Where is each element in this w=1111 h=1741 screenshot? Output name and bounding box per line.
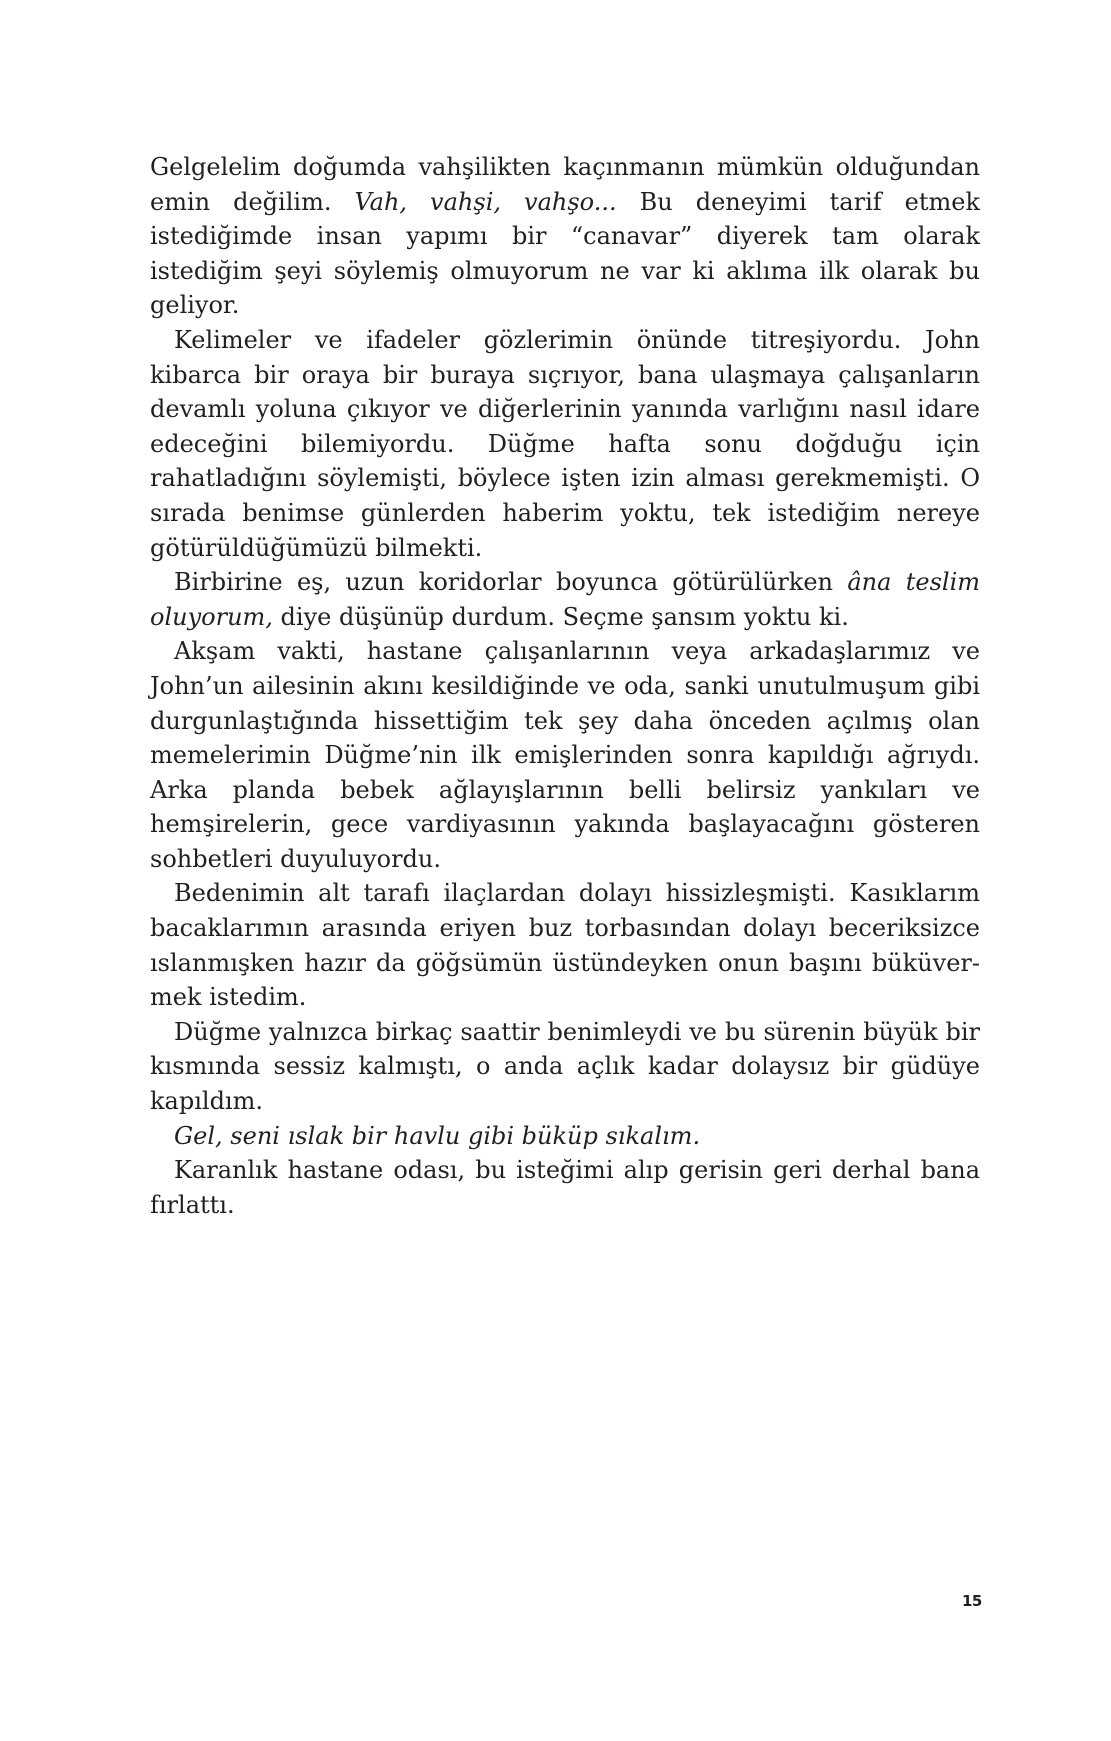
paragraph-6 [150,1015,980,1119]
paragraph-5 [150,876,980,1014]
paragraph-8 [150,1153,980,1222]
page-number: 15 [962,1592,982,1610]
paragraph-1-text-a: Gelgelelim doğumda vahşilikten kaçınmanın mümkün olduğundan emin değilim. [150,153,980,216]
paragraph-8-text: Karanlık hastane odası, bu isteğimi alıp gerisin geri derhal bana fırlattı. [150,1156,980,1219]
paragraph-2 [150,323,980,565]
paragraph-3-text-a: Birbirine eş, uzun koridorlar boyunca götürülürken [174,568,848,597]
paragraph-1 [150,150,980,323]
paragraph-1-italic: Vah, vahşi, vahşo... [354,187,617,216]
paragraph-1-text-b: Bu deneyimi tarif etmek istediğimde insan yapımı bir “canavar” diyerek tam olarak istediğim şeyi söylemiş olmuyorum ne var ki aklıma ilk olarak bu geliyor. [150,187,981,320]
body-text [150,150,980,1222]
paragraph-2-text: Kelimeler ve ifadeler gözlerimin önünde titreşiyordu. John kibarca bir oraya bir buraya sıçrıyor, bana ulaşmaya çalışanların devamlı yoluna çıkıyor ve diğerlerinin yanında varlığını nasıl idare edeceğini bilemiyordu. Düğme hafta sonu doğduğu için rahatladığını söylemişti, böylece işten izin alması gerekmemişti. O sırada benimse günlerden haberim yoktu, tek istediğim nereye götürüldüğümüzü bilmekti. [150,325,980,562]
paragraph-4 [150,634,980,876]
paragraph-6-text: Düğme yalnızca birkaç saattir benimleydi ve bu sürenin büyük bir kısmında sessiz kalmıştı, o anda açlık kadar dolaysız bir güdüye kapıldım. [150,1017,980,1116]
paragraph-4-text: Akşam vakti, hastane çalışanlarının veya arkadaşlarımız ve John’un ailesinin akını kesildiğinde ve oda, sanki unutulmuşum gibi durgunlaştığında hissettiğim tek şey daha önceden açılmış olan memelerimin Düğme’nin ilk emişlerinden sonra kapıldığı ağrıydı. Arka planda bebek ağlayışlarının belli belirsiz yankıları ve hemşirelerin, gece vardiyasının yakında başlayacağını gösteren sohbetleri duyuluyordu. [150,637,980,873]
paragraph-7 [150,1119,980,1154]
paragraph-3-italic: âna teslim oluyorum, [150,568,981,631]
paragraph-3-text-b: diye düşünüp durdum. Seçme şansım yoktu ki. [272,602,849,631]
paragraph-3 [150,565,980,634]
paragraph-5-text: Bedenimin alt tarafı ilaçlardan dolayı hissizleşmişti. Kasıklarım bacaklarımın arasında eriyen buz torbasından dolayı beceriksizce ıslanmışken hazır da göğsümün üstündeyken onun başını büküvermek istedim. [150,879,980,1012]
paragraph-7-italic: Gel, seni ıslak bir havlu gibi büküp sıkalım. [174,1121,701,1150]
